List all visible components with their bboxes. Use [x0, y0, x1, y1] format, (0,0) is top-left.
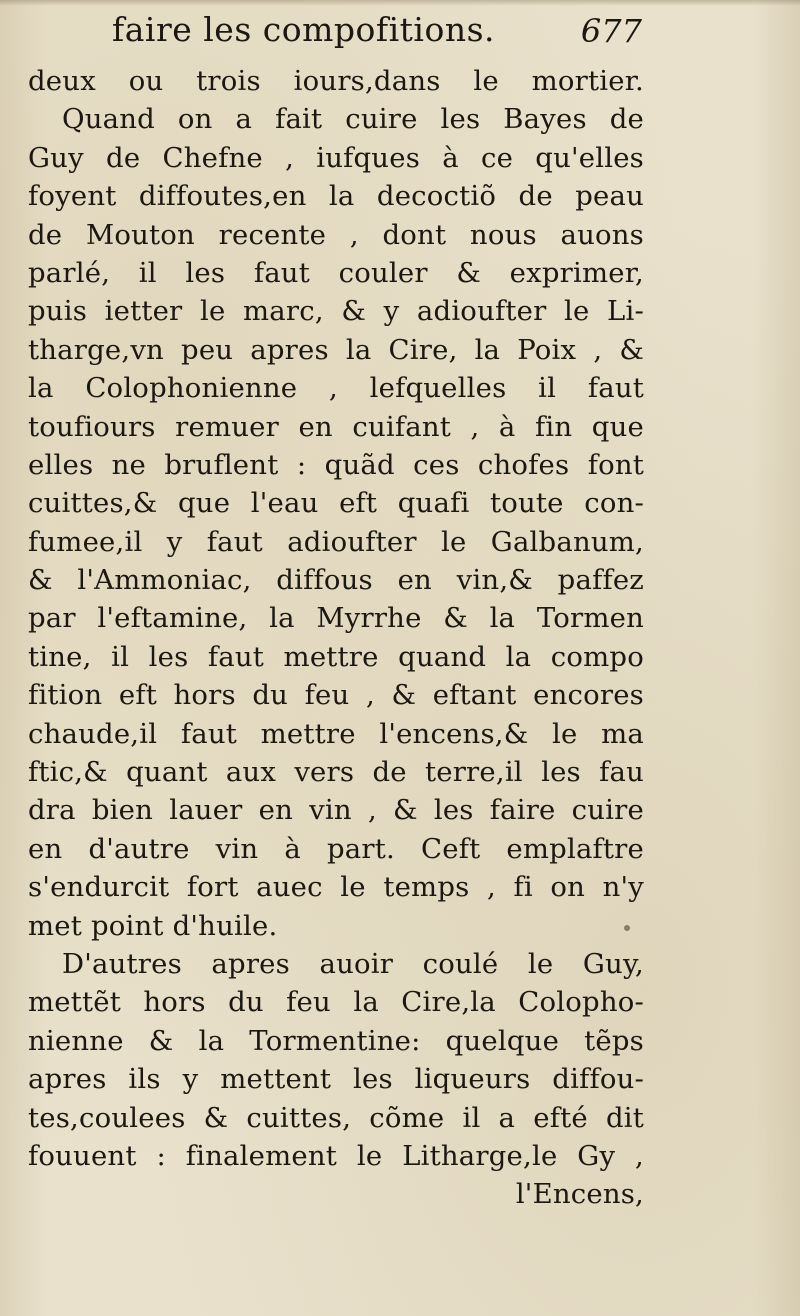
- body-text: [28, 62, 644, 1214]
- text-line-paragraph-start: D'autres apres auoir coulé le Guy,: [62, 947, 644, 980]
- catchword: l'Encens,: [515, 1178, 644, 1211]
- text-line: fouuent : finalement le Litharge,le Gy ,: [28, 1139, 644, 1172]
- page-number: 677: [580, 12, 642, 50]
- text-line-paragraph-start: Quand on a fait cuire les Bayes de: [62, 103, 644, 136]
- text-line: ftic,& quant aux vers de terre,il les fau: [28, 756, 644, 789]
- text-line: apres ils y mettent les liqueurs diffou-: [28, 1063, 644, 1096]
- text-line: de Mouton recente , dont nous auons: [28, 218, 644, 251]
- text-line: cuittes,& que l'eau eft quafi toute con-: [28, 487, 644, 520]
- text-line: tine, il les faut mettre quand la compo: [28, 640, 644, 673]
- page-header: [112, 10, 642, 60]
- text-line: parlé, il les faut couler & exprimer,: [28, 256, 644, 289]
- text-line-paragraph-end: met point d'huile.: [28, 909, 278, 942]
- text-line: toufiours remuer en cuifant , à fin que: [28, 410, 644, 443]
- text-line: en d'autre vin à part. Ceft emplaftre: [28, 832, 644, 865]
- text-line: foyent diffoutes,en la decoctiõ de peau: [28, 180, 644, 213]
- text-line: tes,coulees & cuittes, cõme il a efté dit: [28, 1101, 644, 1134]
- running-title: faire les compofitions.: [112, 10, 496, 49]
- text-line: par l'eftamine, la Myrrhe & la Tormen: [28, 602, 644, 635]
- text-line: deux ou trois iours,dans le mortier.: [28, 65, 644, 97]
- text-line: & l'Ammoniac, diffous en vin,& paffez: [28, 564, 644, 597]
- text-line: chaude,il faut mettre l'encens,& le ma: [28, 717, 644, 750]
- text-line: tharge,vn peu apres la Cire, la Poix , &: [28, 333, 644, 366]
- text-line: s'endurcit fort auec le temps , fi on n'y: [28, 871, 644, 904]
- text-line: fition eft hors du feu , & eftant encores: [28, 679, 644, 712]
- text-line: la Colophonienne , lefquelles il faut: [28, 372, 644, 405]
- text-line: mettẽt hors du feu la Cire,la Colopho-: [28, 986, 644, 1019]
- text-line: fumee,il y faut adioufter le Galbanum,: [28, 525, 644, 558]
- text-line: puis ietter le marc, & y adioufter le Li-: [28, 295, 644, 328]
- text-line: elles ne bruflent : quãd ces chofes font: [28, 448, 644, 481]
- text-line: nienne & la Tormentine: quelque tẽps: [28, 1024, 644, 1057]
- text-line: Guy de Chefne , iufques à ce qu'elles: [28, 141, 644, 174]
- page-edge-shadow: [0, 0, 800, 6]
- text-line: dra bien lauer en vin , & les faire cuire: [28, 794, 644, 827]
- ink-speck: [624, 925, 630, 931]
